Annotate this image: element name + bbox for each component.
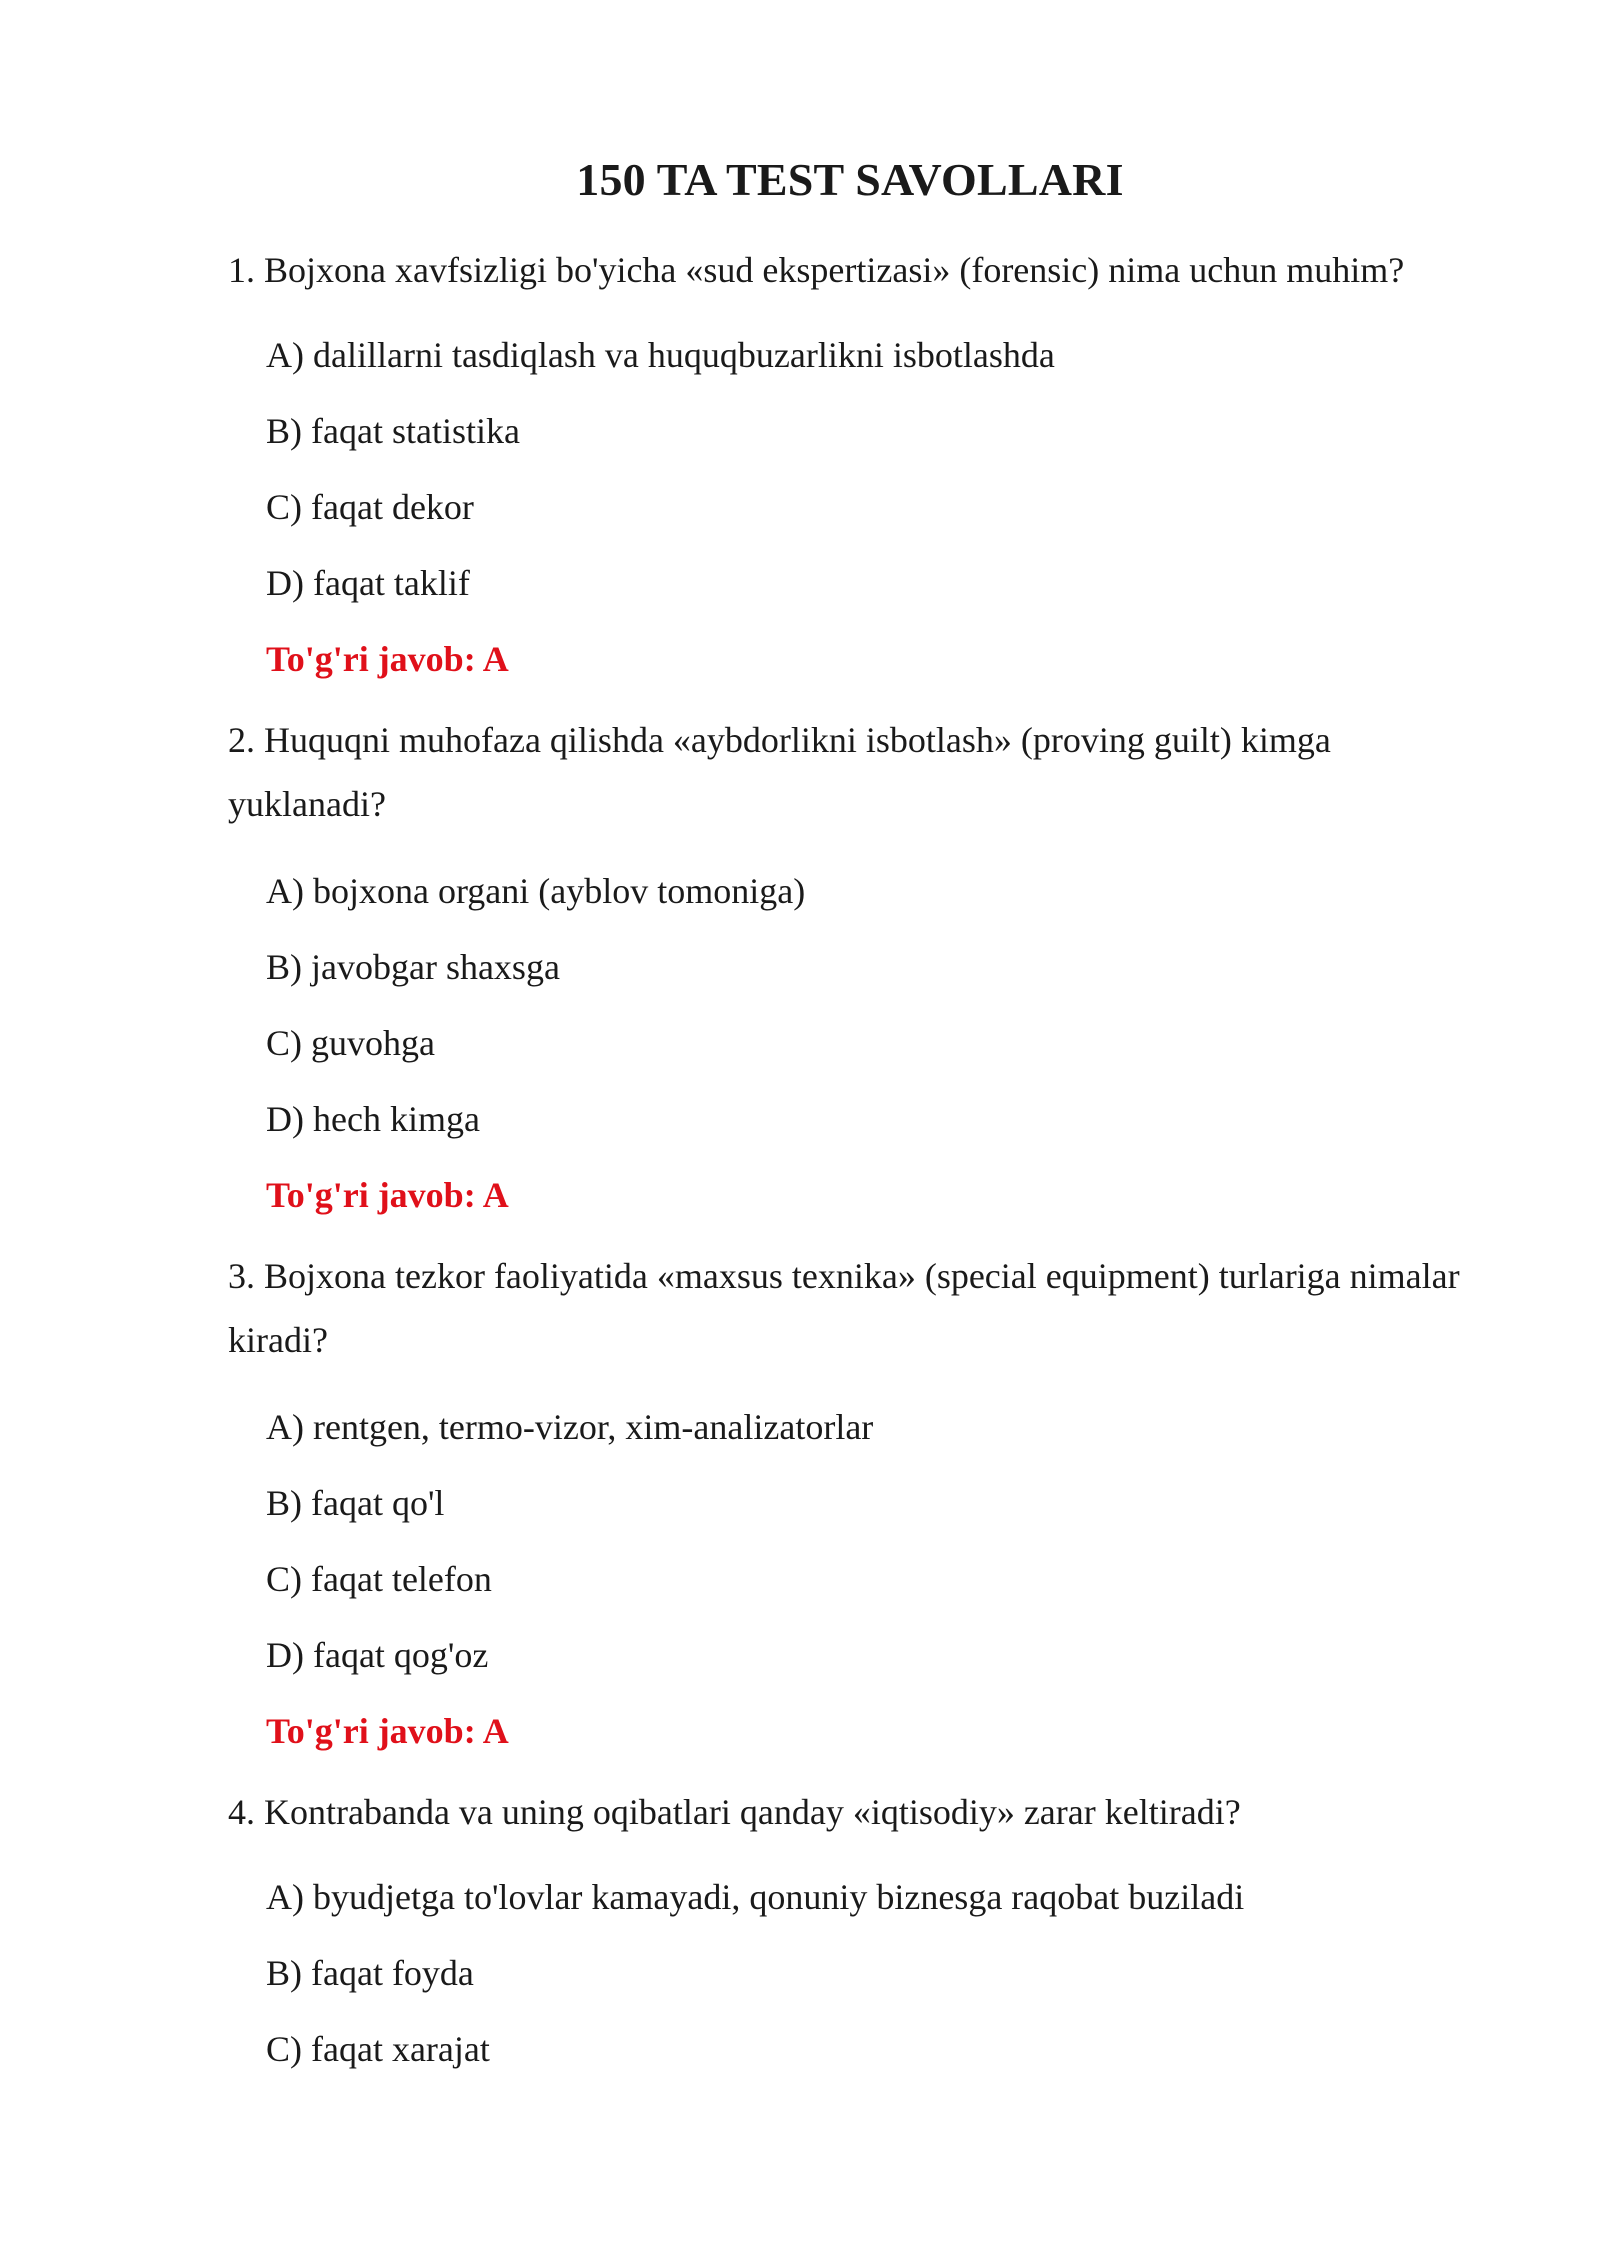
question-1-option-d: D) faqat taklif: [266, 563, 470, 603]
question-1-option-a: A) dalillarni tasdiqlash va huquqbuzarlikni isbotlashda: [266, 335, 1055, 375]
question-2-option-d: D) hech kimga: [266, 1099, 480, 1139]
question-4-option-c: C) faqat xarajat: [266, 2029, 490, 2069]
document-title: 150 TA TEST SAVOLLARI: [576, 154, 1124, 205]
question-3-option-c: C) faqat telefon: [266, 1559, 492, 1599]
question-4-text: 4. Kontrabanda va uning oqibatlari qanday «iqtisodiy» zarar keltiradi?: [228, 1792, 1241, 1832]
question-4-option-a: A) byudjetga to'lovlar kamayadi, qonuniy biznesga raqobat buziladi: [266, 1877, 1245, 1917]
question-2-option-b: B) javobgar shaxsga: [266, 947, 560, 987]
question-1-option-c: C) faqat dekor: [266, 487, 474, 527]
question-1-answer: To'g'ri javob: A: [266, 639, 509, 679]
question-2-option-c: C) guvohga: [266, 1023, 435, 1063]
question-4-option-b: B) faqat foyda: [266, 1953, 474, 1993]
question-3-option-b: B) faqat qo'l: [266, 1483, 445, 1523]
question-2-answer: To'g'ri javob: A: [266, 1175, 509, 1215]
question-1-text: 1. Bojxona xavfsizligi bo'yicha «sud ekspertizasi» (forensic) nima uchun muhim?: [228, 250, 1405, 290]
question-3-option-a: A) rentgen, termo-vizor, xim-analizatorlar: [266, 1407, 874, 1447]
question-2-option-a: A) bojxona organi (ayblov tomoniga): [266, 871, 806, 911]
question-3-answer: To'g'ri javob: A: [266, 1711, 509, 1751]
question-2-text: 2. Huquqni muhofaza qilishda «aybdorlikni isbotlash» (proving guilt) kimga yuklanadi?: [228, 720, 1331, 824]
question-3-option-d: D) faqat qog'oz: [266, 1635, 489, 1675]
question-3-text: 3. Bojxona tezkor faoliyatida «maxsus texnika» (special equipment) turlariga nimalar kiradi?: [228, 1256, 1460, 1360]
question-1-option-b: B) faqat statistika: [266, 411, 520, 451]
